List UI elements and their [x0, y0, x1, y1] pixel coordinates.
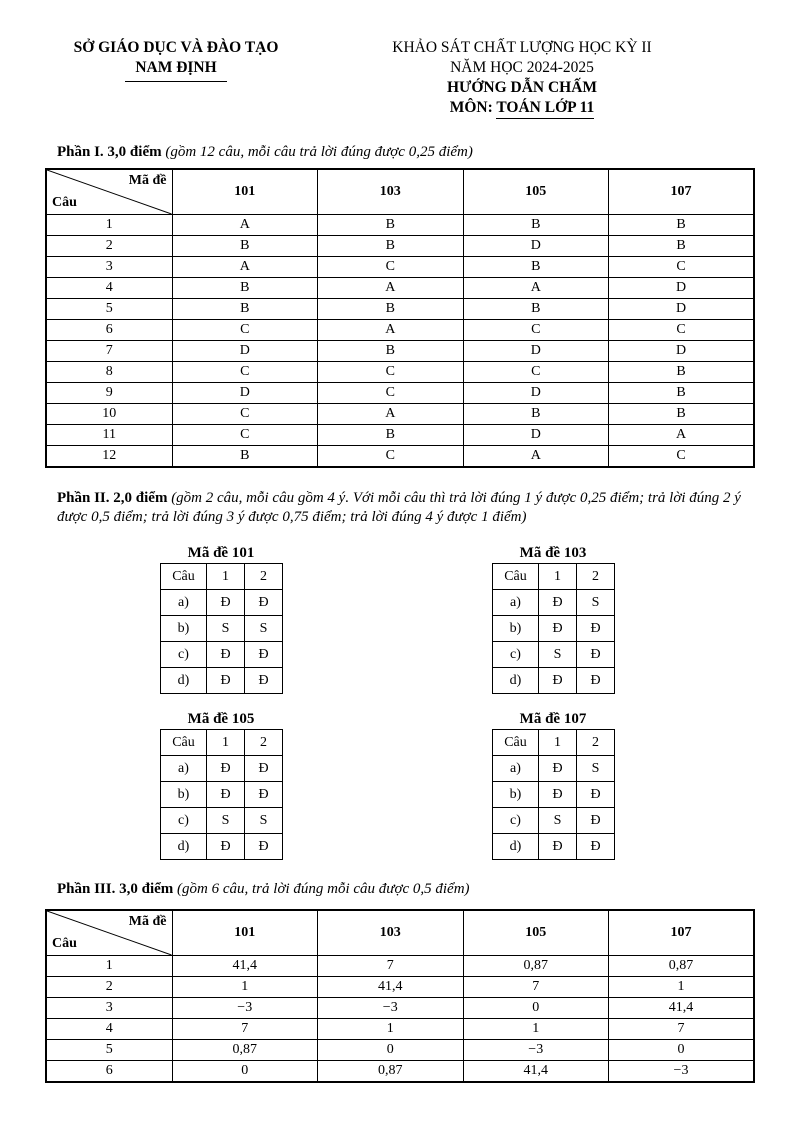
answer-block-title: Mã đề 105 — [187, 711, 255, 727]
table-row — [493, 590, 615, 616]
answer-cell: C — [318, 257, 464, 278]
answer-cell: S — [539, 642, 577, 668]
subject-line — [352, 98, 692, 118]
answer-cell: Đ — [207, 756, 245, 782]
column-header: 2 — [577, 730, 615, 756]
answer-cell: 0 — [172, 1061, 318, 1083]
school-year: NĂM HỌC 2024-2025 — [450, 59, 594, 76]
part3-title: Phần III. 3,0 điểm — [57, 881, 174, 897]
answer-cell: Đ — [577, 616, 615, 642]
part1-note: (gồm 12 câu, mỗi câu trả lời đúng được 0,25 điểm) — [165, 144, 473, 160]
answer-cell: B — [609, 362, 755, 383]
table-row — [161, 782, 283, 808]
answer-cell: 7 — [463, 977, 609, 998]
part1-title: Phần I. 3,0 điểm — [57, 144, 162, 160]
table-row — [161, 808, 283, 834]
answer-cell: D — [609, 341, 755, 362]
table-header-row — [493, 564, 615, 590]
answer-cell: 0,87 — [172, 1040, 318, 1061]
answer-cell: −3 — [172, 998, 318, 1019]
table-row — [161, 834, 283, 860]
answer-cell: S — [245, 808, 283, 834]
question-number: 1 — [46, 215, 172, 236]
item-label: c) — [493, 642, 539, 668]
subject-name: TOÁN LỚP 11 — [496, 99, 594, 119]
item-label: b) — [161, 782, 207, 808]
province-line — [0, 58, 352, 82]
answer-cell: Đ — [577, 782, 615, 808]
answer-block-title: Mã đề 107 — [519, 711, 587, 727]
answer-cell: −3 — [609, 1061, 755, 1083]
answer-cell: 0,87 — [609, 956, 755, 977]
answer-cell: D — [609, 278, 755, 299]
part1-table-header-row — [46, 169, 754, 215]
answer-cell: C — [463, 320, 609, 341]
exam-title: KHẢO SÁT CHẤT LƯỢNG HỌC KỲ II — [392, 39, 652, 56]
item-label: d) — [161, 668, 207, 694]
answer-cell: Đ — [245, 834, 283, 860]
answer-cell: B — [609, 383, 755, 404]
table-row — [493, 808, 615, 834]
answer-cell: C — [463, 362, 609, 383]
answer-cell: D — [463, 383, 609, 404]
answer-cell: B — [463, 215, 609, 236]
column-header: Câu — [161, 730, 207, 756]
column-header: 1 — [539, 730, 577, 756]
part2-tables-section — [0, 545, 794, 860]
answer-cell: Đ — [539, 834, 577, 860]
answer-cell: A — [172, 257, 318, 278]
table-row — [46, 977, 754, 998]
table-row — [493, 756, 615, 782]
question-number: 7 — [46, 341, 172, 362]
part3-note: (gồm 6 câu, trả lời đúng mỗi câu được 0,5 điểm) — [177, 881, 470, 897]
subject-prefix: MÔN: — [449, 99, 497, 116]
answer-cell: B — [172, 299, 318, 320]
answer-cell: 41,4 — [318, 977, 464, 998]
answer-cell: A — [609, 425, 755, 446]
corner-label-cau: Câu — [52, 195, 77, 210]
item-label: a) — [493, 590, 539, 616]
part2-title: Phần II. 2,0 điểm — [57, 490, 168, 506]
answer-cell: C — [318, 383, 464, 404]
answer-cell: A — [172, 215, 318, 236]
answer-cell: 1 — [318, 1019, 464, 1040]
answer-cell: C — [609, 446, 755, 468]
answer-cell: 7 — [318, 956, 464, 977]
part2-heading — [57, 489, 764, 527]
answer-cell: B — [609, 236, 755, 257]
answer-cell: D — [609, 299, 755, 320]
table-header-row — [161, 730, 283, 756]
table-row — [46, 278, 754, 299]
table-row — [493, 834, 615, 860]
answer-cell: Đ — [245, 782, 283, 808]
corner-cell — [46, 169, 172, 215]
question-number: 2 — [46, 236, 172, 257]
answer-cell: B — [318, 299, 464, 320]
answer-cell: B — [463, 299, 609, 320]
answer-block-title: Mã đề 101 — [187, 545, 255, 561]
answer-cell: 7 — [609, 1019, 755, 1040]
answer-cell: A — [318, 320, 464, 341]
item-label: a) — [161, 756, 207, 782]
table-row — [493, 616, 615, 642]
answer-cell: S — [577, 756, 615, 782]
answer-cell: Đ — [207, 782, 245, 808]
answer-cell: Đ — [207, 668, 245, 694]
corner-label-cau: Câu — [52, 936, 77, 951]
table-row — [46, 320, 754, 341]
item-label: c) — [161, 808, 207, 834]
table-row — [46, 956, 754, 977]
part1-heading — [57, 143, 764, 162]
answer-cell: 0,87 — [318, 1061, 464, 1083]
item-label: d) — [493, 668, 539, 694]
answer-cell: C — [609, 320, 755, 341]
table-row — [161, 590, 283, 616]
table-row — [46, 404, 754, 425]
answer-cell: Đ — [577, 642, 615, 668]
table-header-row — [161, 564, 283, 590]
answer-cell: Đ — [539, 782, 577, 808]
answer-cell: A — [463, 278, 609, 299]
question-number: 6 — [46, 320, 172, 341]
answer-cell: C — [172, 362, 318, 383]
table-row — [161, 756, 283, 782]
table-row — [493, 642, 615, 668]
guide-title: HƯỚNG DẪN CHẤM — [446, 79, 598, 96]
column-header: Câu — [493, 564, 539, 590]
item-label: b) — [493, 616, 539, 642]
table-row — [46, 236, 754, 257]
table-row — [46, 341, 754, 362]
answer-cell: 41,4 — [172, 956, 318, 977]
table-row — [46, 1061, 754, 1083]
answer-cell: 1 — [609, 977, 755, 998]
part2-tables-row1 — [0, 545, 794, 694]
question-number: 2 — [46, 977, 172, 998]
question-number: 8 — [46, 362, 172, 383]
answer-cell: 0 — [463, 998, 609, 1019]
answer-cell: 0 — [318, 1040, 464, 1061]
item-label: c) — [493, 808, 539, 834]
column-header: 2 — [577, 564, 615, 590]
header-left-block — [0, 38, 352, 118]
answer-block-title: Mã đề 103 — [519, 545, 587, 561]
answer-cell: Đ — [207, 642, 245, 668]
table-row — [46, 257, 754, 278]
corner-label-ma-de: Mã đề — [128, 173, 167, 188]
item-label: a) — [493, 756, 539, 782]
answer-cell: S — [207, 808, 245, 834]
answer-cell: B — [463, 404, 609, 425]
column-header: 103 — [318, 910, 464, 956]
answer-cell: Đ — [245, 642, 283, 668]
answer-cell: A — [463, 446, 609, 468]
column-header: 1 — [207, 564, 245, 590]
answer-cell: B — [172, 236, 318, 257]
answer-cell: B — [318, 425, 464, 446]
answer-cell: C — [318, 446, 464, 468]
answer-cell: S — [577, 590, 615, 616]
question-number: 3 — [46, 998, 172, 1019]
answer-cell: Đ — [539, 668, 577, 694]
column-header: 101 — [172, 910, 318, 956]
table-row — [161, 668, 283, 694]
answer-cell: 1 — [172, 977, 318, 998]
answer-cell: 0 — [609, 1040, 755, 1061]
answer-cell: Đ — [539, 616, 577, 642]
answer-cell: 41,4 — [463, 1061, 609, 1083]
answer-cell: C — [172, 425, 318, 446]
part2-table-105 — [160, 729, 283, 860]
answer-cell: C — [609, 257, 755, 278]
answer-cell: D — [463, 236, 609, 257]
answer-block-101 — [160, 545, 282, 694]
question-number: 6 — [46, 1061, 172, 1083]
column-header: 2 — [245, 564, 283, 590]
table-row — [46, 425, 754, 446]
part3-heading — [57, 880, 764, 899]
table-row — [46, 998, 754, 1019]
answer-cell: S — [207, 616, 245, 642]
table-row — [46, 1040, 754, 1061]
question-number: 4 — [46, 1019, 172, 1040]
answer-cell: 0,87 — [463, 956, 609, 977]
column-header: Câu — [161, 564, 207, 590]
question-number: 12 — [46, 446, 172, 468]
column-header: 105 — [463, 910, 609, 956]
answer-cell: B — [609, 215, 755, 236]
answer-cell: B — [318, 341, 464, 362]
question-number: 1 — [46, 956, 172, 977]
answer-cell: C — [318, 362, 464, 383]
answer-block-103 — [492, 545, 614, 694]
answer-cell: S — [245, 616, 283, 642]
column-header: Câu — [493, 730, 539, 756]
question-number: 5 — [46, 1040, 172, 1061]
answer-cell: A — [318, 404, 464, 425]
part2-tables-row2 — [0, 711, 794, 860]
answer-cell: A — [318, 278, 464, 299]
question-number: 9 — [46, 383, 172, 404]
answer-block-107 — [492, 711, 614, 860]
question-number: 10 — [46, 404, 172, 425]
answer-cell: B — [609, 404, 755, 425]
column-header: 107 — [609, 169, 755, 215]
answer-cell: Đ — [577, 808, 615, 834]
table-row — [493, 668, 615, 694]
corner-label-ma-de: Mã đề — [128, 914, 167, 929]
answer-cell: Đ — [577, 668, 615, 694]
answer-cell: −3 — [318, 998, 464, 1019]
corner-cell — [46, 910, 172, 956]
question-number: 5 — [46, 299, 172, 320]
item-label: b) — [161, 616, 207, 642]
column-header: 105 — [463, 169, 609, 215]
answer-cell: Đ — [577, 834, 615, 860]
answer-cell: D — [463, 425, 609, 446]
answer-cell: Đ — [207, 834, 245, 860]
table-row — [46, 383, 754, 404]
column-header: 1 — [539, 564, 577, 590]
table-header-row — [493, 730, 615, 756]
answer-cell: Đ — [245, 756, 283, 782]
table-row — [161, 642, 283, 668]
department-name: SỞ GIÁO DỤC VÀ ĐÀO TẠO — [73, 39, 279, 56]
answer-cell: C — [172, 404, 318, 425]
column-header: 107 — [609, 910, 755, 956]
answer-cell: 1 — [463, 1019, 609, 1040]
answer-cell: D — [172, 341, 318, 362]
part2-note: (gồm 2 câu, mỗi câu gồm 4 ý. Với mỗi câu thì trả lời đúng 1 ý được 0,25 điểm; trả lời đúng 2 ý được 0,5 điểm; trả lời đúng 3 ý được 0,75 điểm; trả lời đúng 4 ý được 1 điểm) — [57, 490, 741, 525]
answer-cell: B — [318, 236, 464, 257]
column-header: 101 — [172, 169, 318, 215]
answer-cell: 7 — [172, 1019, 318, 1040]
item-label: b) — [493, 782, 539, 808]
table-row — [46, 215, 754, 236]
answer-cell: Đ — [539, 756, 577, 782]
item-label: a) — [161, 590, 207, 616]
question-number: 11 — [46, 425, 172, 446]
answer-cell: Đ — [245, 668, 283, 694]
answer-cell: 41,4 — [609, 998, 755, 1019]
part3-answer-table — [45, 909, 755, 1083]
table-row — [46, 446, 754, 468]
column-header: 103 — [318, 169, 464, 215]
answer-cell: S — [539, 808, 577, 834]
table-row — [493, 782, 615, 808]
part1-answer-table — [45, 168, 755, 468]
item-label: d) — [493, 834, 539, 860]
question-number: 3 — [46, 257, 172, 278]
answer-cell: B — [318, 215, 464, 236]
answer-cell: D — [172, 383, 318, 404]
part2-table-101 — [160, 563, 283, 694]
part3-table-header-row — [46, 910, 754, 956]
header-right-block — [352, 38, 692, 118]
answer-cell: Đ — [207, 590, 245, 616]
table-row — [46, 1019, 754, 1040]
question-number: 4 — [46, 278, 172, 299]
answer-cell: B — [172, 446, 318, 468]
answer-cell: −3 — [463, 1040, 609, 1061]
answer-cell: Đ — [539, 590, 577, 616]
answer-block-105 — [160, 711, 282, 860]
answer-cell: B — [463, 257, 609, 278]
item-label: c) — [161, 642, 207, 668]
table-row — [161, 616, 283, 642]
province-name: NAM ĐỊNH — [125, 58, 226, 82]
answer-cell: B — [172, 278, 318, 299]
part2-table-107 — [492, 729, 615, 860]
item-label: d) — [161, 834, 207, 860]
answer-cell: D — [463, 341, 609, 362]
table-row — [46, 362, 754, 383]
column-header: 2 — [245, 730, 283, 756]
table-row — [46, 299, 754, 320]
answer-cell: Đ — [245, 590, 283, 616]
column-header: 1 — [207, 730, 245, 756]
part2-table-103 — [492, 563, 615, 694]
answer-cell: C — [172, 320, 318, 341]
document-header — [0, 38, 794, 118]
